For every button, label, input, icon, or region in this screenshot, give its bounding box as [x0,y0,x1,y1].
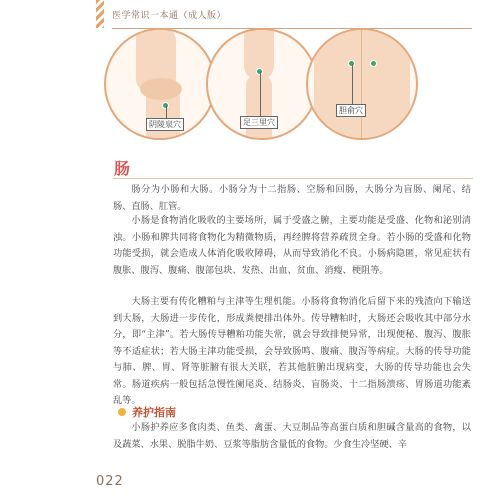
acupoint-label: 阴陵泉穴 [146,118,184,131]
paragraph-intestine-types: 肠分为小肠和大肠。小肠分为十二指肠、空肠和回肠，大肠分为盲肠、阑尾、结肠、直肠、肛管。 [113,184,471,212]
page-number: 022 [96,474,124,489]
leader-line [352,64,353,104]
section-title: 肠 [114,159,131,178]
running-head: 医学常识一本通（成人版） [112,11,227,21]
paragraph-care-guide: 小肠护养应多食肉类、鱼类、禽蛋、大豆制品等高蛋白质和胆碱含量高的食物，以及蔬菜、水果、脱脂牛奶、豆浆等脂肪含量低的食物。少食生冷坚硬、辛 [113,422,471,450]
bullet-icon [118,408,126,416]
lower-leg-figure [206,28,318,140]
care-guide-heading [118,404,176,420]
section-divider [113,178,473,179]
paragraph-small-intestine: 小肠是食物消化吸收的主要场所，属于受盛之腑，主要功能是受盛、化物和泌别清浊。小肠和脾共同将食物化为精微物质，再经脾将营养疏贯全身。若小肠的受盛和化物功能受损，就会造成人体消化吸收障碍，从而导致消化不良。小肠病隐匿，常见症状有腹胀、腹泻、腹痛、腹部包块、发热、出血、贫血、消瘦、梗阻等。 [113,215,471,276]
acupoint-label: 足三里穴 [240,116,278,129]
page-edge-stripe [96,0,104,28]
acupoint-dot [370,60,377,67]
knee-figure [104,28,216,140]
acupoint-label: 胆俞穴 [336,104,366,117]
care-guide-title: 养护指南 [132,406,176,419]
leader-line [166,106,167,118]
paragraph-large-intestine: 大肠主要有传化糟粕与主津等生理机能。小肠将食物消化后留下来的残渣向下输送到大肠，大肠进一步传化，形成粪便排出体外。传导糟粕时，大肠还会吸收其中部分水分，即“主津”。若大肠传导糟粕功能失常，就会导致排便异常，出现便秘、腹泻、腹胀等不适症状；若大肠主津功能受损，会导致肠鸣、腹痛、腹泻等病症。大肠的传导功能与肺、脾、胃、肾等脏腑有很大关联，若其他脏腑出现病变，大肠的传导功能也会失常。肠道疾病一般包括急慢性阑尾炎、结肠炎、盲肠炎、十二指肠溃疡、胃肠道功能紊乱等。 [113,296,471,406]
leader-line [260,72,261,116]
back-figure [306,28,418,140]
